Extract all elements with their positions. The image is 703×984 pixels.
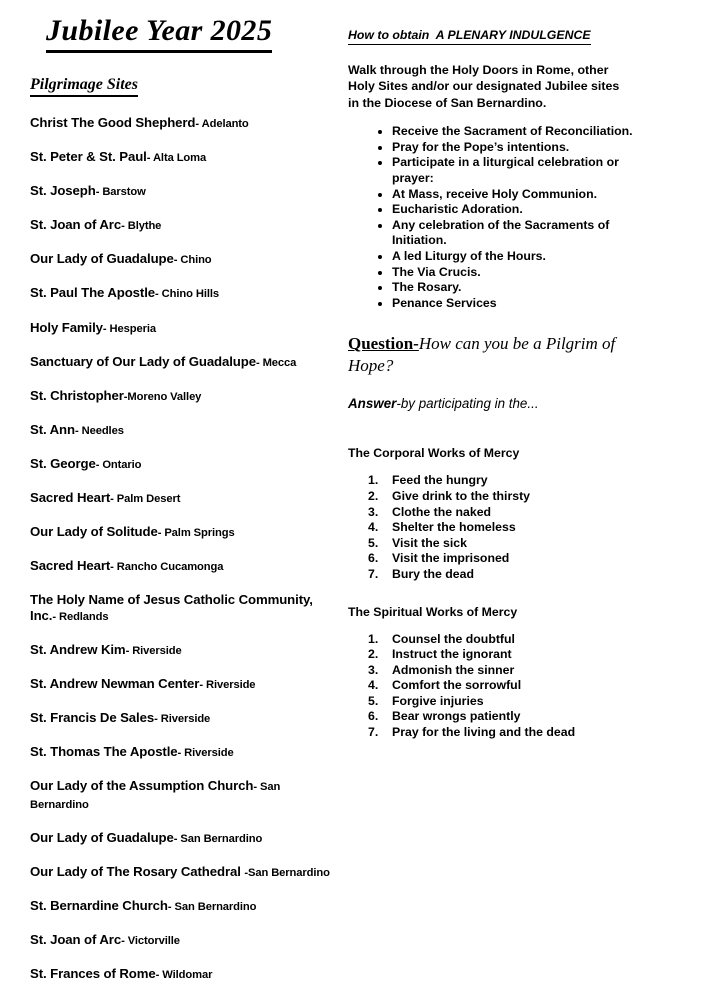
list-item: [30, 830, 330, 848]
site-name: St. Joan of Arc: [30, 932, 122, 948]
site-city: - San Bernardino: [167, 901, 257, 914]
site-name: St. Peter & St. Paul: [30, 149, 147, 165]
list-item: [30, 422, 330, 440]
site-name: St. Andrew Newman Center: [30, 676, 200, 691]
site-name: St. Joseph: [30, 183, 96, 199]
list-item: Forgive injuries: [392, 693, 484, 708]
answer-label: Answer: [348, 396, 397, 412]
page-title: Jubilee Year 2025: [46, 14, 272, 53]
site-city: - San Bernardino: [30, 781, 281, 811]
corporal-works-list: [348, 473, 638, 582]
list-item: Eucharistic Adoration.: [348, 202, 638, 218]
list-item: [30, 676, 330, 694]
list-item: [30, 932, 330, 950]
site-name: St. Andrew Kim: [30, 641, 126, 657]
list-item: [30, 864, 330, 882]
site-city: - Adelanto: [195, 118, 249, 130]
site-city: -Moreno Valley: [123, 390, 202, 403]
list-item: Bear wrongs patiently: [392, 709, 521, 724]
question-block: [348, 333, 620, 377]
list-item: Penance Services: [348, 296, 638, 312]
list-item: [30, 320, 330, 338]
site-name: St. Bernardine Church: [30, 898, 168, 914]
list-item: [30, 778, 330, 813]
site-city: - Redlands: [52, 610, 109, 623]
spiritual-works-heading: The Spiritual Works of Mercy: [348, 604, 518, 619]
right-column: [348, 26, 638, 741]
list-item: Clothe the naked: [392, 504, 492, 519]
site-city: - Riverside: [199, 679, 256, 691]
list-item: [30, 524, 330, 542]
site-name: Our Lady of Solitude: [30, 524, 158, 540]
site-city: - Chino Hills: [155, 288, 219, 301]
site-city: - Riverside: [154, 713, 211, 726]
site-city: -San Bernardino: [244, 866, 330, 879]
list-item: Counsel the doubtful: [392, 631, 515, 646]
list-item: [30, 354, 330, 372]
answer-block: [348, 395, 638, 412]
page-title-wrapper: [30, 14, 330, 53]
site-name: Christ The Good Shepherd: [30, 115, 196, 130]
site-name: Our Lady of Guadalupe: [30, 251, 174, 267]
question-text: How can you be a Pilgrim of Hope?: [348, 334, 616, 376]
question-label: Question-: [348, 334, 419, 354]
list-item: [30, 898, 330, 916]
site-city: - Hesperia: [102, 322, 157, 335]
site-city: - Mecca: [255, 356, 297, 369]
plenary-indulgence-heading: How to obtain A PLENARY INDULGENCE: [348, 28, 591, 45]
site-name: St. Frances of Rome: [30, 966, 156, 982]
site-name: St. George: [30, 455, 96, 471]
site-name: St. Paul The Apostle: [30, 285, 156, 301]
list-item: [30, 183, 330, 201]
site-name: St. Ann: [30, 421, 75, 437]
list-item: Visit the imprisoned: [392, 551, 510, 566]
list-item: [30, 966, 330, 984]
list-item: [30, 710, 330, 728]
site-name: Sacred Heart: [30, 490, 111, 506]
site-city: - Chino: [173, 254, 212, 267]
list-item: [30, 217, 330, 235]
list-item: [30, 388, 330, 406]
indulgence-bullet-list: [348, 124, 638, 311]
list-item: [30, 251, 330, 269]
list-item: Any celebration of the Sacraments of Initiation.: [348, 218, 638, 249]
list-item: Bury the dead: [392, 566, 474, 581]
list-item: At Mass, receive Holy Communion.: [348, 187, 638, 203]
site-city: - Alta Loma: [146, 152, 207, 165]
site-name: Our Lady of Guadalupe: [30, 829, 174, 845]
list-item: The Via Crucis.: [348, 265, 638, 281]
site-name: Sacred Heart: [30, 558, 111, 574]
list-item: [30, 558, 330, 576]
list-item: Participate in a liturgical celebration or prayer:: [348, 155, 638, 186]
list-item: Pray for the Pope’s intentions.: [348, 140, 638, 156]
site-name: St. Christopher: [30, 387, 124, 403]
site-name: Holy Family: [30, 319, 103, 335]
site-city: - Riverside: [125, 644, 182, 657]
list-item: Admonish the sinner: [392, 662, 515, 677]
site-name: The Holy Name of Jesus Catholic Community, Inc.: [30, 592, 313, 623]
list-item: The Rosary.: [348, 280, 638, 296]
site-city: - Blythe: [121, 220, 162, 233]
list-item: A led Liturgy of the Hours.: [348, 249, 638, 265]
site-city: - Victorville: [121, 935, 180, 948]
site-city: - Barstow: [95, 186, 146, 199]
list-item: [30, 490, 330, 508]
site-city: - Palm Desert: [110, 493, 181, 506]
left-column: [30, 14, 330, 984]
site-city: - Needles: [74, 424, 124, 437]
site-name: Sanctuary of Our Lady of Guadalupe: [30, 353, 256, 369]
list-item: Comfort the sorrowful: [392, 678, 522, 693]
list-item: [30, 115, 330, 133]
site-name: St. Francis De Sales: [30, 710, 155, 726]
site-city: - Rancho Cucamonga: [110, 561, 224, 574]
list-item: [30, 456, 330, 474]
site-city: - Riverside: [177, 747, 234, 760]
answer-text: -by participating in the...: [396, 396, 539, 412]
site-name: Our Lady of the Assumption Church: [30, 778, 254, 794]
list-item: [30, 744, 330, 762]
list-item: [30, 149, 330, 167]
pilgrimage-sites-heading: Pilgrimage Sites: [30, 76, 138, 97]
spiritual-works-list: [348, 632, 638, 741]
list-item: [30, 592, 330, 625]
corporal-works-heading: The Corporal Works of Mercy: [348, 446, 520, 461]
list-item: Visit the sick: [392, 535, 467, 550]
site-city: - Palm Springs: [157, 527, 235, 540]
list-item: Shelter the homeless: [392, 520, 516, 535]
list-item: [30, 285, 330, 303]
site-city: - Wildomar: [155, 969, 213, 982]
indulgence-intro-paragraph: Walk through the Holy Doors in Rome, other Holy Sites and/or our designated Jubilee sites in the Diocese of San Bernardino.: [348, 63, 620, 110]
site-name: St. Joan of Arc: [30, 217, 122, 233]
site-name: Our Lady of The Rosary Cathedral: [30, 863, 245, 879]
list-item: Receive the Sacrament of Reconciliation.: [348, 124, 638, 140]
site-city: - San Bernardino: [173, 832, 263, 845]
list-item: Give drink to the thirsty: [392, 488, 531, 503]
pilgrimage-sites-list: [30, 115, 330, 984]
list-item: Feed the hungry: [392, 473, 488, 488]
list-item: [30, 642, 330, 660]
list-item: Pray for the living and the dead: [392, 725, 576, 740]
site-city: - Ontario: [95, 458, 142, 471]
site-name: St. Thomas The Apostle: [30, 744, 178, 760]
list-item: Instruct the ignorant: [392, 647, 512, 662]
